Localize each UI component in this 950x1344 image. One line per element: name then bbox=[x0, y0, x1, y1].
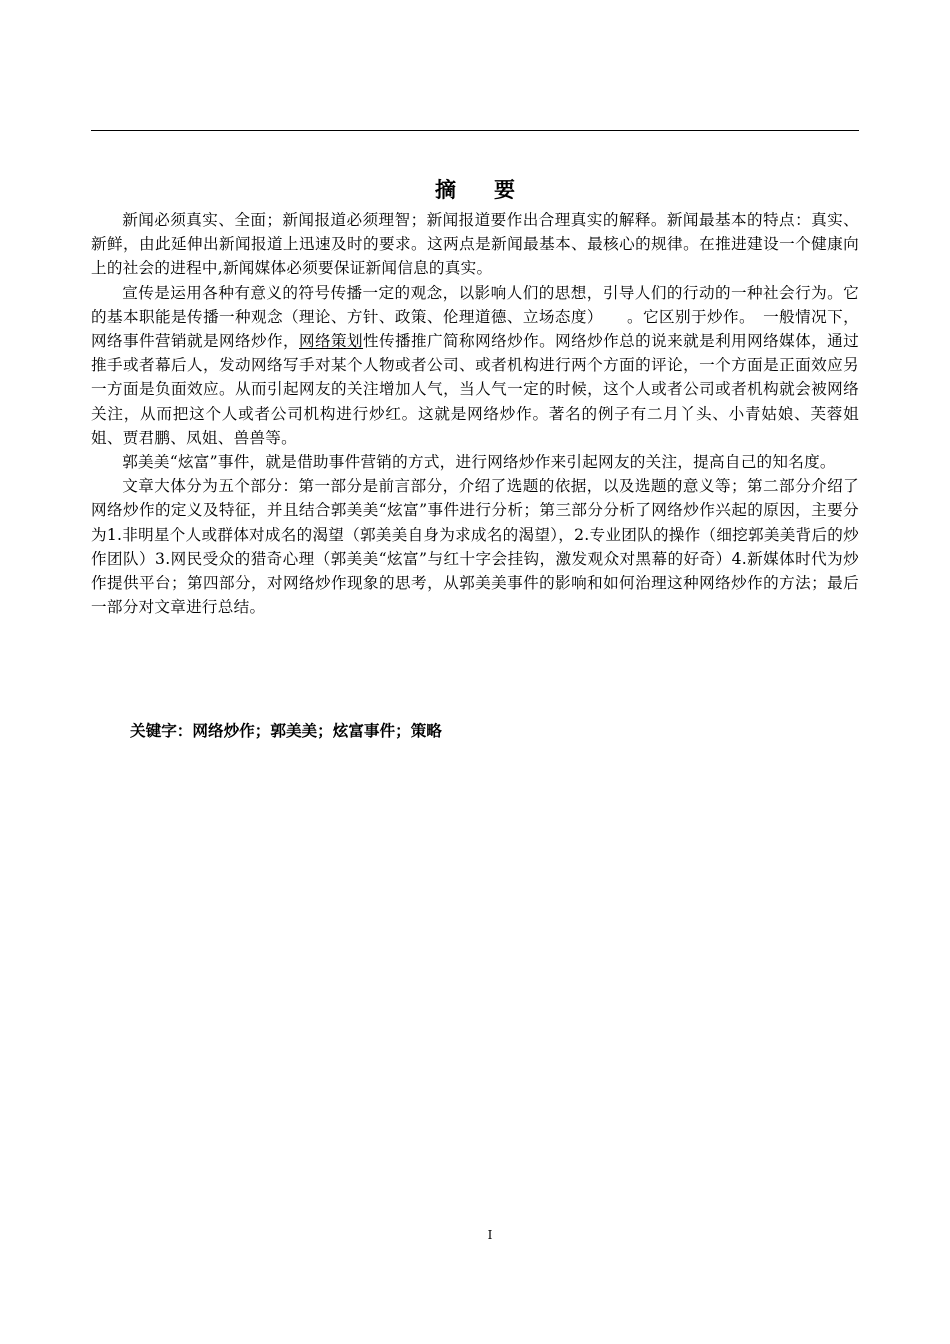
header-rule bbox=[91, 130, 859, 131]
network-planning-link[interactable]: 网络策划 bbox=[299, 332, 364, 351]
paragraph-propaganda bbox=[91, 281, 859, 450]
abstract-title bbox=[91, 175, 859, 205]
abstract-title-char-2: 要 bbox=[494, 178, 515, 202]
paragraph-propaganda-text-1: 宣传是运用各种有意义的符号传播一定的观念，以影响人们的思想，引导人们的行动的一种社会行为。它的基本职能是传播一种观念（理论、方针、政策、伦理道德、立场态度） 。它区别于炒作。 一般情况下，网络事件营销就是网络炒作， bbox=[91, 283, 859, 351]
abstract-body bbox=[91, 208, 859, 619]
page-number: I bbox=[487, 1228, 493, 1242]
keywords-line: 关键字：网络炒作；郭美美；炫富事件；策略 bbox=[130, 722, 442, 740]
paragraph-guomeimei: 郭美美“炫富”事件，就是借助事件营销的方式，进行网络炒作来引起网友的关注，提高自己的知名度。 bbox=[122, 453, 836, 472]
paragraph-news: 新闻必须真实、全面；新闻报道必须理智；新闻报道要作出合理真实的解释。新闻最基本的特点：真实、新鲜，由此延伸出新闻报道上迅速及时的要求。这两点是新闻最基本、最核心的规律。在推进建设一个健康向上的社会的进程中,新闻媒体必须要保证新闻信息的真实。 bbox=[91, 211, 859, 278]
abstract-title-char-1: 摘 bbox=[435, 178, 456, 202]
paragraph-structure: 文章大体分为五个部分：第一部分是前言部分，介绍了选题的依据，以及选题的意义等；第二部分介绍了网络炒作的定义及特征，并且结合郭美美“炫富”事件进行分析；第三部分分析了网络炒作兴起的原因，主要分为1.非明星个人或群体对成名的渴望（郭美美自身为求成名的渴望），2.专业团队的操作（细挖郭美美背后的炒作团队）3.网民受众的猎奇心理（郭美美“炫富”与红十字会挂钩，激发观众对黑幕的好奇）4.新媒体时代为炒作提供平台；第四部分，对网络炒作现象的思考，从郭美美事件的影响和如何治理这种网络炒作的方法；最后一部分对文章进行总结。 bbox=[91, 477, 859, 617]
paragraph-propaganda-text-2: 性传播推广简称网络炒作。网络炒作总的说来就是利用网络媒体，通过推手或者幕后人，发动网络写手对某个人物或者公司、或者机构进行两个方面的评论，一个方面是正面效应另一方面是负面效应。从而引起网友的关注增加人气，当人气一定的时候，这个人或者公司或者机构就会被网络关注，从而把这个人或者公司机构进行炒红。这就是网络炒作。著名的例子有二月丫头、小青姑娘、芙蓉姐姐、贾君鹏、凤姐、兽兽等。 bbox=[91, 332, 859, 447]
